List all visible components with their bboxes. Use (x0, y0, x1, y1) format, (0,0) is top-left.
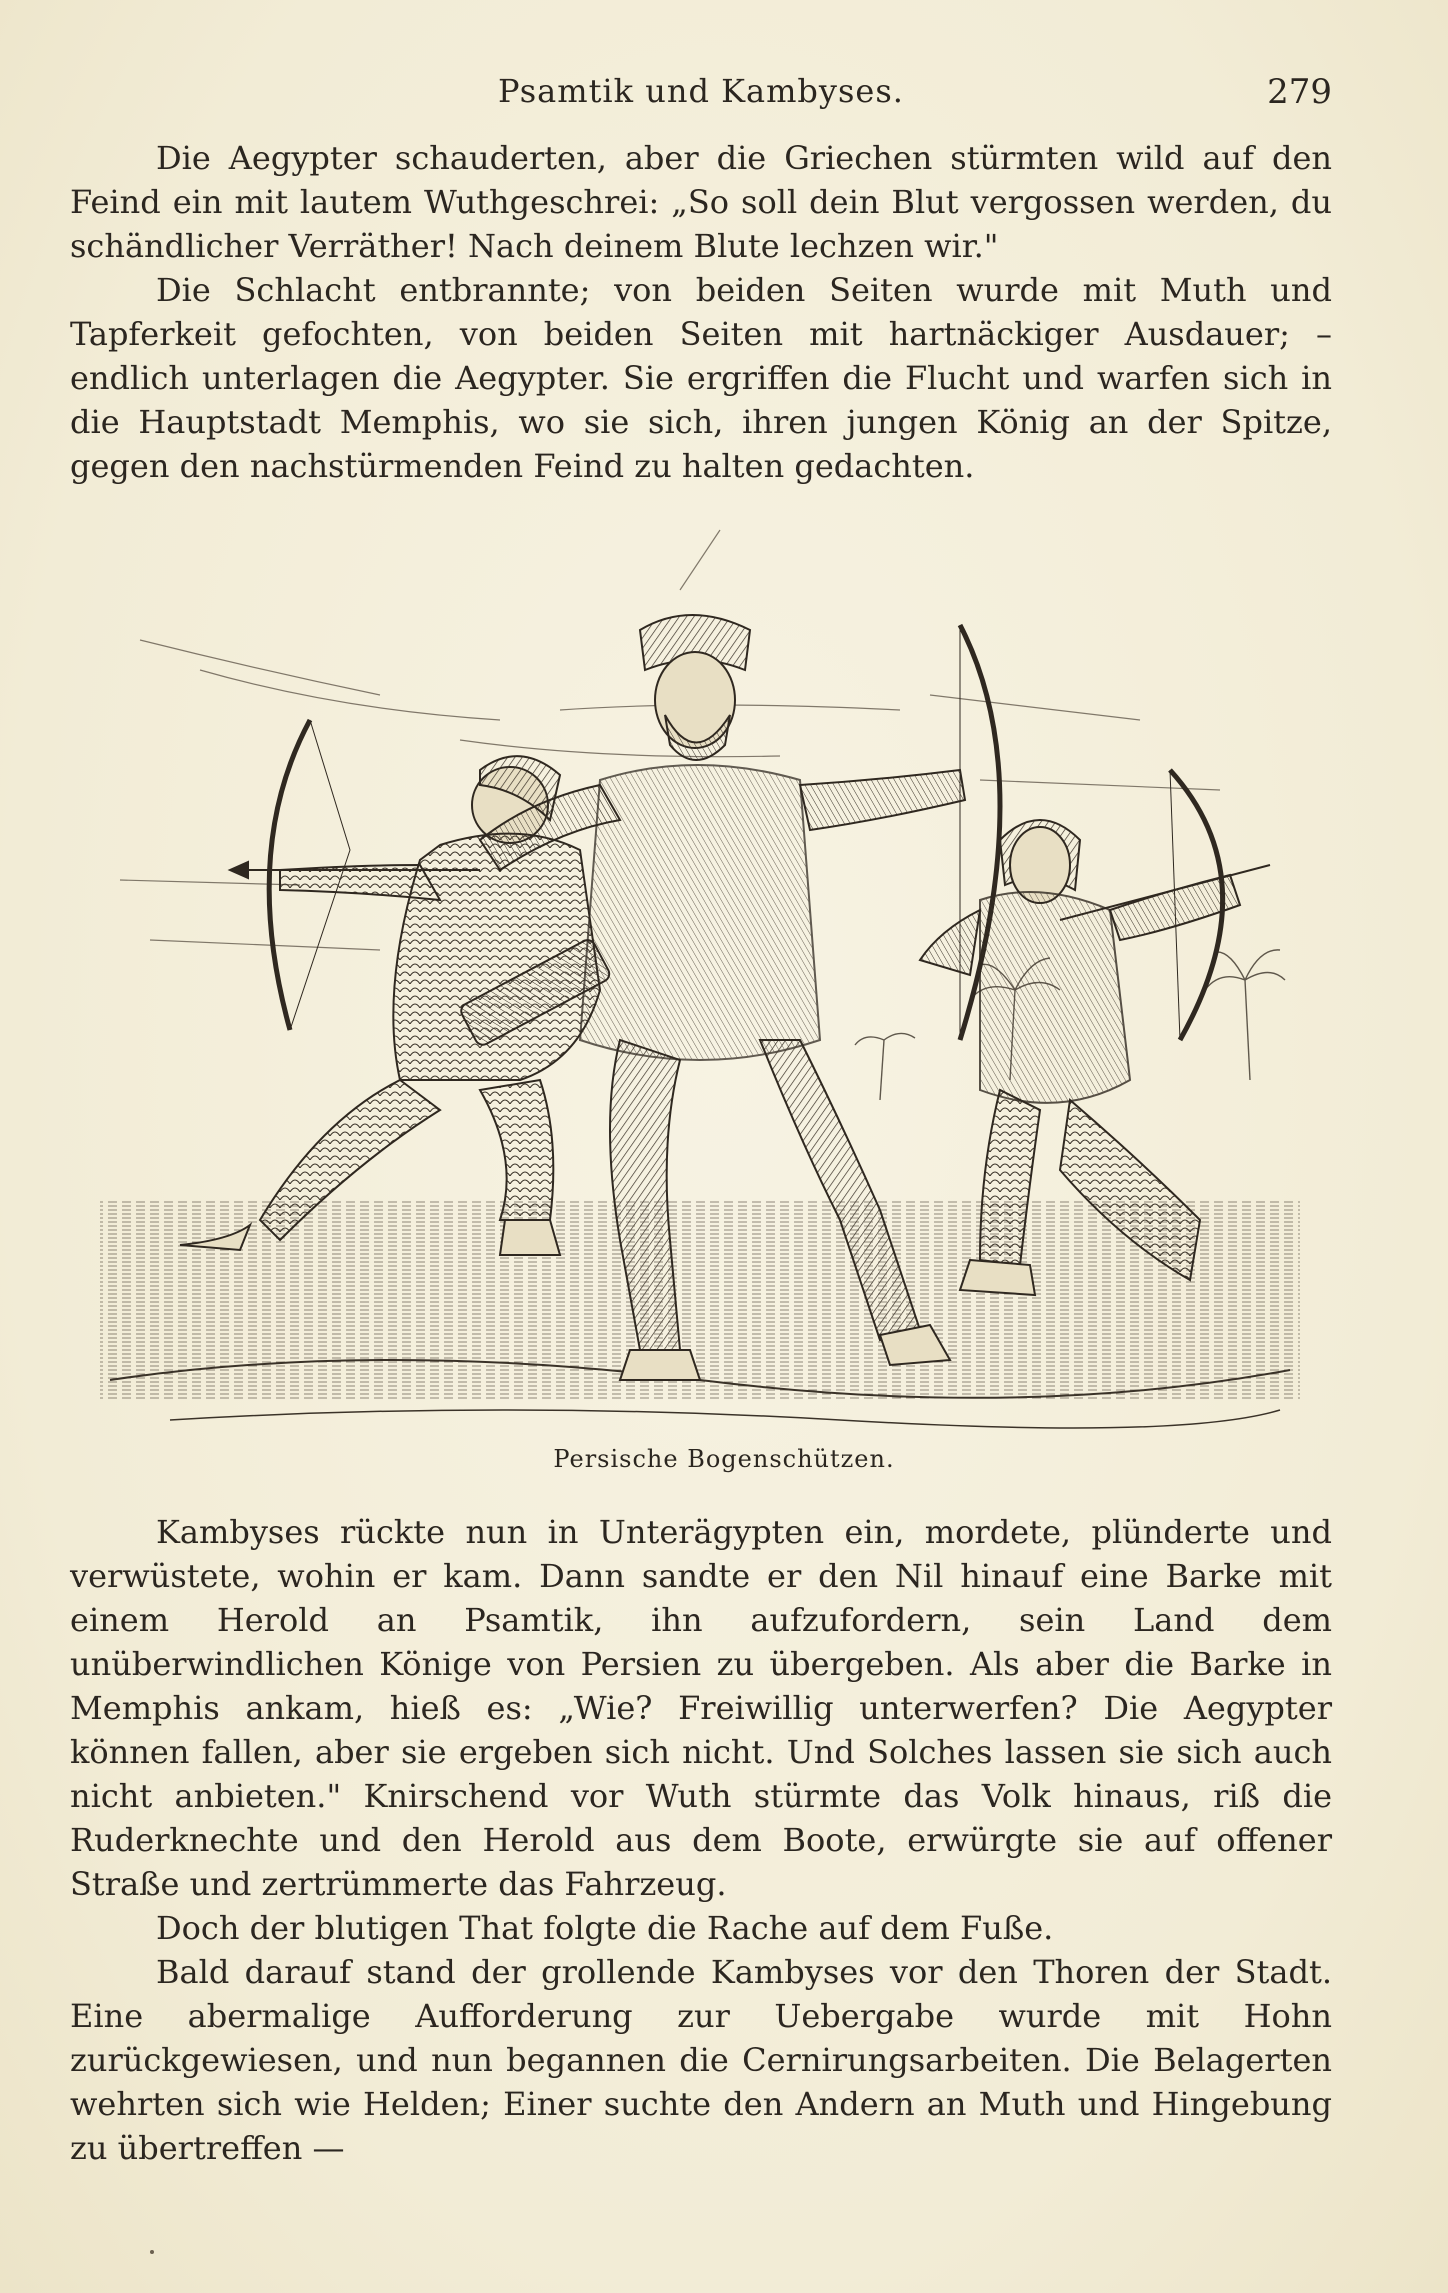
engraving-illustration (80, 520, 1330, 1430)
paragraph: Die Schlacht entbrannte; von beiden Seiten wurde mit Muth und Tapferkeit gefochten, von beiden Seiten mit hartnäckiger Ausdauer; – endlich unterlagen die Aegypter. Sie ergriffen die Flucht und warfen sich in die Hauptstadt Memphis, wo sie sich, ihren jungen König an der Spitze, gegen den nachstürmenden Feind zu halten gedachten. (70, 271, 1332, 485)
running-head: Psamtik und Kambyses. (498, 72, 904, 110)
figure-caption: Persische Bogenschützen. (553, 1445, 895, 1473)
archers-engraving (80, 520, 1330, 1430)
paragraph: Kambyses rückte nun in Unterägypten ein, mordete, plünderte und verwüstete, wohin er kam. Dann sandte er den Nil hinauf eine Barke mit einem Herold an Psamtik, ihn aufzufordern, sein Land dem unüberwindlichen Könige von Persien zu übergeben. Als aber die Barke in Memphis ankam, hieß es: „Wie? Freiwillig unterwerfen? Die Aegypter können fallen, aber sie ergeben sich nicht. Und Solches lassen sie sich auch nicht anbieten." Knirschend vor Wuth stürmte das Volk hinaus, riß die Ruderknechte und den Herold aus dem Boote, erwürgte sie auf offener Straße und zertrümmerte das Fahrzeug. (70, 1513, 1332, 1903)
paragraph: Die Aegypter schauderten, aber die Griechen stürmten wild auf den Feind ein mit lautem Wuthgeschrei: „So soll dein Blut vergossen werden, du schändlicher Verräther! Nach deinem Blute lechzen wir." (70, 139, 1332, 265)
bottom-text-block (70, 1510, 1332, 2170)
paragraph: Doch der blutigen That folgte die Rache auf dem Fuße. (156, 1909, 1054, 1947)
page-number: 279 (1267, 72, 1332, 112)
paragraph: Bald darauf stand der grollende Kambyses vor den Thoren der Stadt. Eine abermalige Aufforderung zur Uebergabe wurde mit Hohn zurückgewiesen, und nun begannen die Cernirungsarbeiten. Die Belagerten wehrten sich wie Helden; Einer suchte den Andern an Muth und Hingebung zu übertreffen — (70, 1953, 1332, 2167)
top-text-block (70, 136, 1332, 488)
paper-speck (150, 2250, 154, 2254)
page-header (70, 72, 1332, 122)
